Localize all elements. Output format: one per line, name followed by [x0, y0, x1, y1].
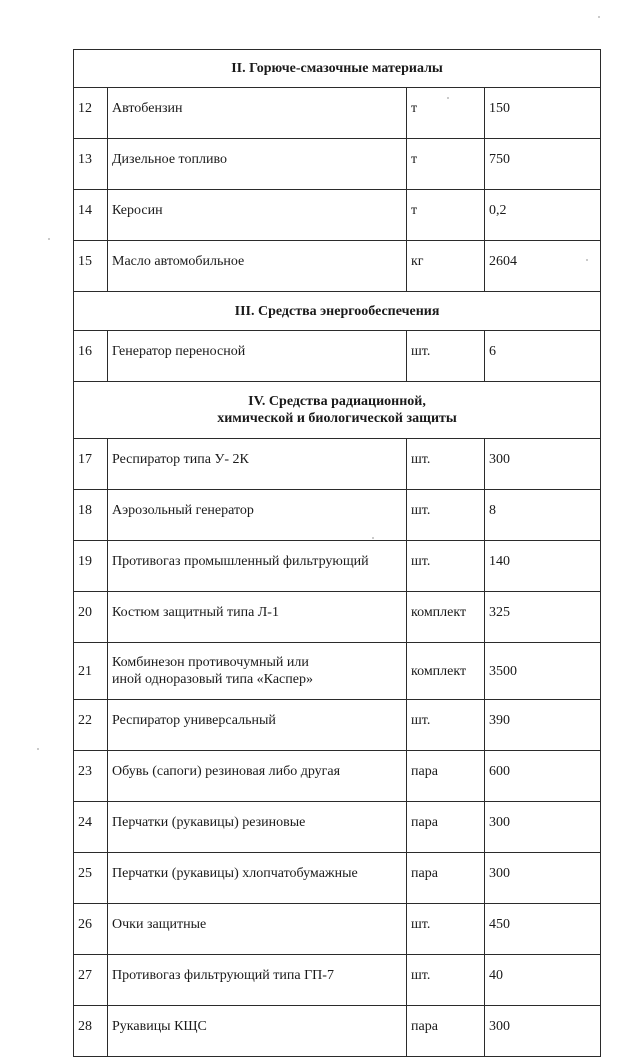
item-unit: пара — [407, 853, 485, 904]
row-number: 20 — [74, 592, 108, 643]
scan-speck — [598, 16, 600, 18]
item-quantity: 325 — [485, 592, 601, 643]
table-row — [74, 190, 601, 241]
table-row — [74, 1006, 601, 1057]
supplies-table — [73, 49, 601, 1057]
item-quantity: 300 — [485, 1006, 601, 1057]
table-row — [74, 439, 601, 490]
item-name: Генератор переносной — [108, 331, 407, 382]
item-unit: шт. — [407, 541, 485, 592]
item-unit: комплект — [407, 643, 485, 700]
item-name: Перчатки (рукавицы) резиновые — [108, 802, 407, 853]
item-unit: т — [407, 190, 485, 241]
row-number: 25 — [74, 853, 108, 904]
item-name: Обувь (сапоги) резиновая либо другая — [108, 751, 407, 802]
section-title — [74, 382, 601, 439]
item-quantity: 390 — [485, 700, 601, 751]
item-unit: кг — [407, 241, 485, 292]
table-row — [74, 700, 601, 751]
item-quantity: 3500 — [485, 643, 601, 700]
item-quantity: 40 — [485, 955, 601, 1006]
item-name: Костюм защитный типа Л-1 — [108, 592, 407, 643]
item-unit: шт. — [407, 955, 485, 1006]
item-unit: шт. — [407, 331, 485, 382]
table-row — [74, 643, 601, 700]
row-number: 23 — [74, 751, 108, 802]
item-name — [108, 643, 407, 700]
item-unit: шт. — [407, 904, 485, 955]
item-quantity: 0,2 — [485, 190, 601, 241]
item-name: Аэрозольный генератор — [108, 490, 407, 541]
item-quantity: 8 — [485, 490, 601, 541]
row-number: 22 — [74, 700, 108, 751]
section-title: III. Средства энергообеспечения — [74, 292, 601, 331]
item-name: Противогаз фильтрующий типа ГП-7 — [108, 955, 407, 1006]
item-name: Респиратор универсальный — [108, 700, 407, 751]
section-title: II. Горюче-смазочные материалы — [74, 50, 601, 88]
item-quantity: 600 — [485, 751, 601, 802]
row-number: 19 — [74, 541, 108, 592]
section-header-protection — [74, 382, 601, 439]
row-number: 16 — [74, 331, 108, 382]
item-unit: т — [407, 88, 485, 139]
item-unit: пара — [407, 751, 485, 802]
row-number: 13 — [74, 139, 108, 190]
item-unit: шт. — [407, 439, 485, 490]
table-row — [74, 802, 601, 853]
item-unit: шт. — [407, 490, 485, 541]
scan-speck — [447, 97, 449, 99]
section-title-line1: IV. Средства радиационной, — [248, 394, 426, 409]
item-unit: т — [407, 139, 485, 190]
item-name: Автобензин — [108, 88, 407, 139]
row-number: 26 — [74, 904, 108, 955]
item-name-line1: Комбинезон противочумный или — [112, 655, 309, 670]
item-name: Дизельное топливо — [108, 139, 407, 190]
item-unit: шт. — [407, 700, 485, 751]
row-number: 21 — [74, 643, 108, 700]
item-name: Перчатки (рукавицы) хлопчатобумажные — [108, 853, 407, 904]
table-row — [74, 592, 601, 643]
scan-speck — [37, 748, 39, 750]
table-row — [74, 904, 601, 955]
item-name: Противогаз промышленный фильтрующий — [108, 541, 407, 592]
row-number: 18 — [74, 490, 108, 541]
table-row — [74, 853, 601, 904]
table-row — [74, 490, 601, 541]
table-row — [74, 955, 601, 1006]
scan-speck — [48, 238, 50, 240]
item-name: Масло автомобильное — [108, 241, 407, 292]
item-quantity: 750 — [485, 139, 601, 190]
section-header-fuel — [74, 50, 601, 88]
scan-speck — [586, 259, 588, 261]
row-number: 15 — [74, 241, 108, 292]
table-row — [74, 139, 601, 190]
item-quantity: 6 — [485, 331, 601, 382]
row-number: 12 — [74, 88, 108, 139]
item-name: Рукавицы КЩС — [108, 1006, 407, 1057]
item-name: Очки защитные — [108, 904, 407, 955]
item-quantity: 2604 — [485, 241, 601, 292]
table-row — [74, 751, 601, 802]
item-unit: комплект — [407, 592, 485, 643]
item-quantity: 140 — [485, 541, 601, 592]
row-number: 28 — [74, 1006, 108, 1057]
item-quantity: 450 — [485, 904, 601, 955]
section-title-line2: химической и биологической защиты — [217, 411, 457, 426]
section-header-power — [74, 292, 601, 331]
item-name: Керосин — [108, 190, 407, 241]
item-quantity: 300 — [485, 439, 601, 490]
item-quantity: 300 — [485, 802, 601, 853]
row-number: 24 — [74, 802, 108, 853]
item-unit: пара — [407, 802, 485, 853]
item-quantity: 150 — [485, 88, 601, 139]
item-name: Респиратор типа У- 2К — [108, 439, 407, 490]
table-row — [74, 88, 601, 139]
row-number: 27 — [74, 955, 108, 1006]
table-row — [74, 241, 601, 292]
item-quantity: 300 — [485, 853, 601, 904]
row-number: 17 — [74, 439, 108, 490]
table-row — [74, 541, 601, 592]
item-unit: пара — [407, 1006, 485, 1057]
item-name-line2: иной одноразовый типа «Каспер» — [112, 672, 313, 687]
scan-speck — [372, 537, 374, 539]
table-row — [74, 331, 601, 382]
row-number: 14 — [74, 190, 108, 241]
